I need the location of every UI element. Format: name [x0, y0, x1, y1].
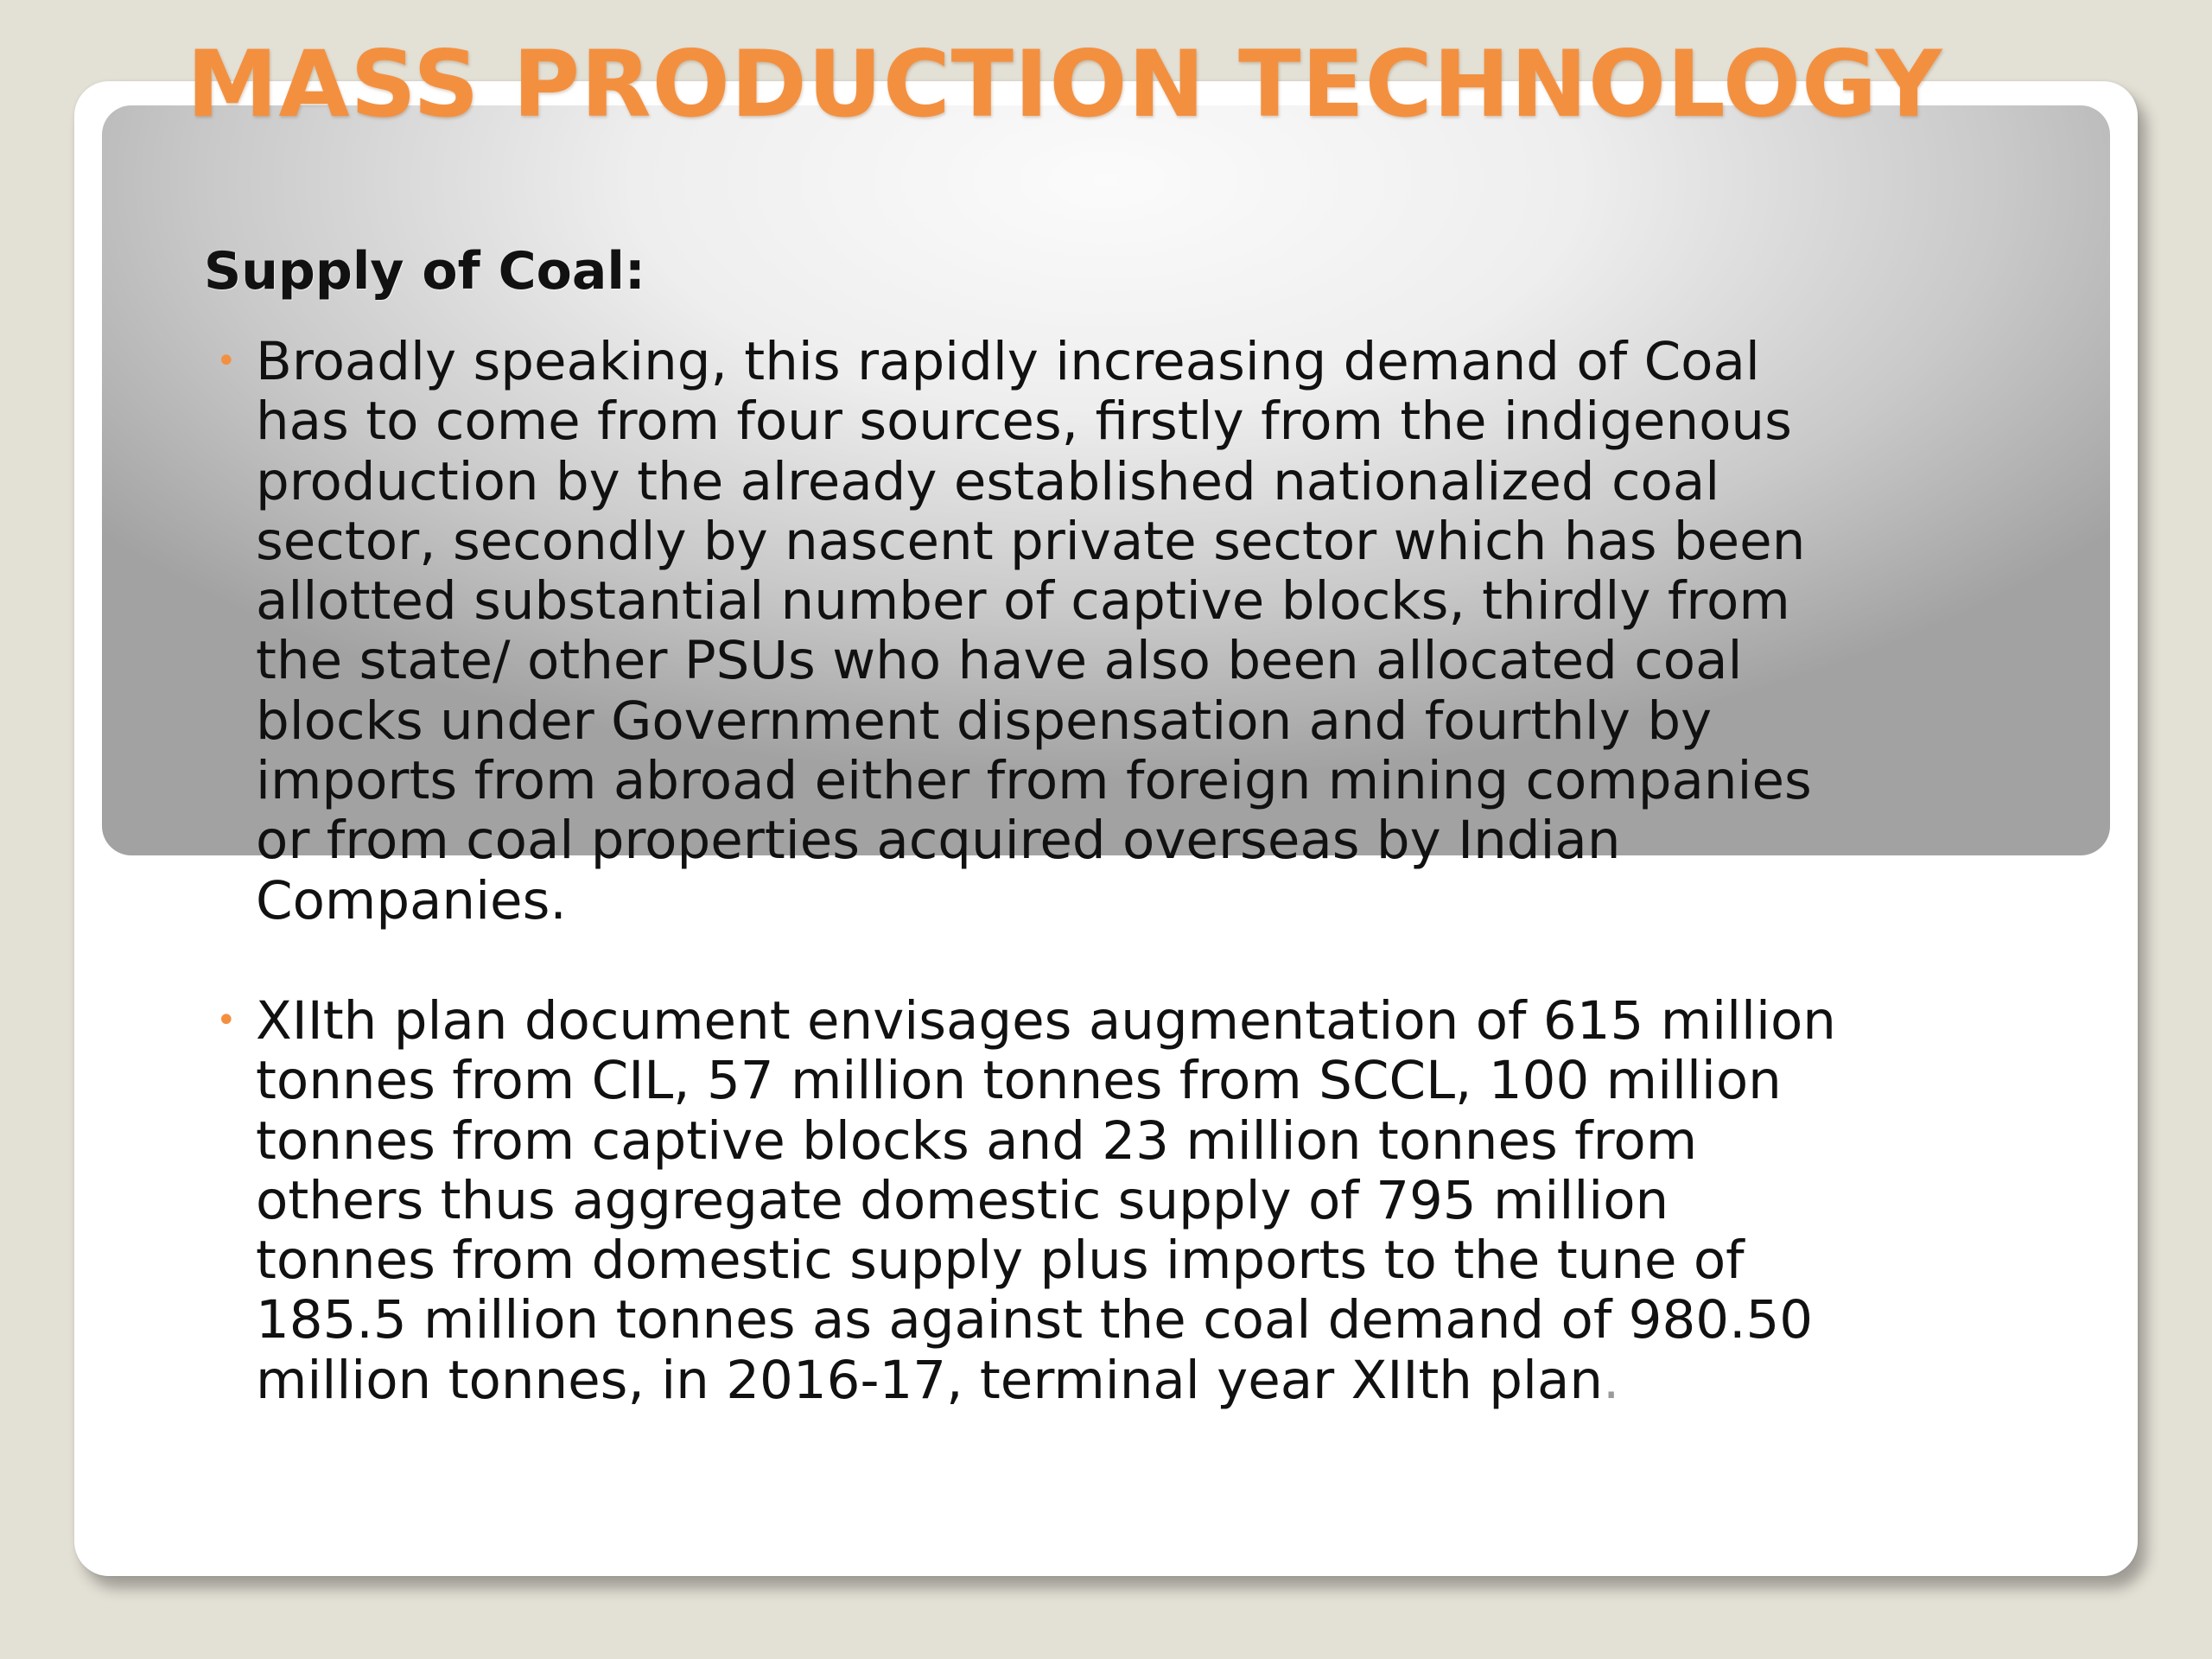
bullet-list — [213, 332, 1958, 1410]
bullet-dot-icon: • — [216, 341, 237, 381]
bullet-item-coal-sources — [213, 332, 1958, 931]
slide-subtitle: Supply of Coal: — [204, 241, 645, 302]
trailing-period: . — [1603, 1349, 1620, 1411]
bullet-text: XIIth plan document envisages augmentation of 615 million tonnes from CIL, 57 million tonnes from SCCL, 100 million tonnes from captive blocks and 23 million tonnes from others thus aggregate domestic supply of 795 million tonnes from domestic supply plus imports to the tune of 185.5 million tonnes as against the coal demand of 980.50 million tonnes, in 2016-17, terminal year XIIth plan — [256, 989, 1836, 1411]
bullet-text: Broadly speaking, this rapidly increasing demand of Coal has to come from four sources, firstly from the indigenous production by the already established nationalized coal sector, secondly by nascent private sector which has been allotted substantial number of captive blocks, thirdly from the state/ other PSUs who have also been allocated coal blocks under Government dispensation and fourthly by imports from abroad either from foreign mining companies or from coal properties acquired overseas by Indian Companies. — [256, 331, 1812, 931]
bullet-dot-icon: • — [216, 1000, 237, 1040]
slide-title: MASS PRODUCTION TECHNOLOGY — [187, 31, 1943, 137]
bullet-item-xiith-plan — [213, 991, 1958, 1410]
